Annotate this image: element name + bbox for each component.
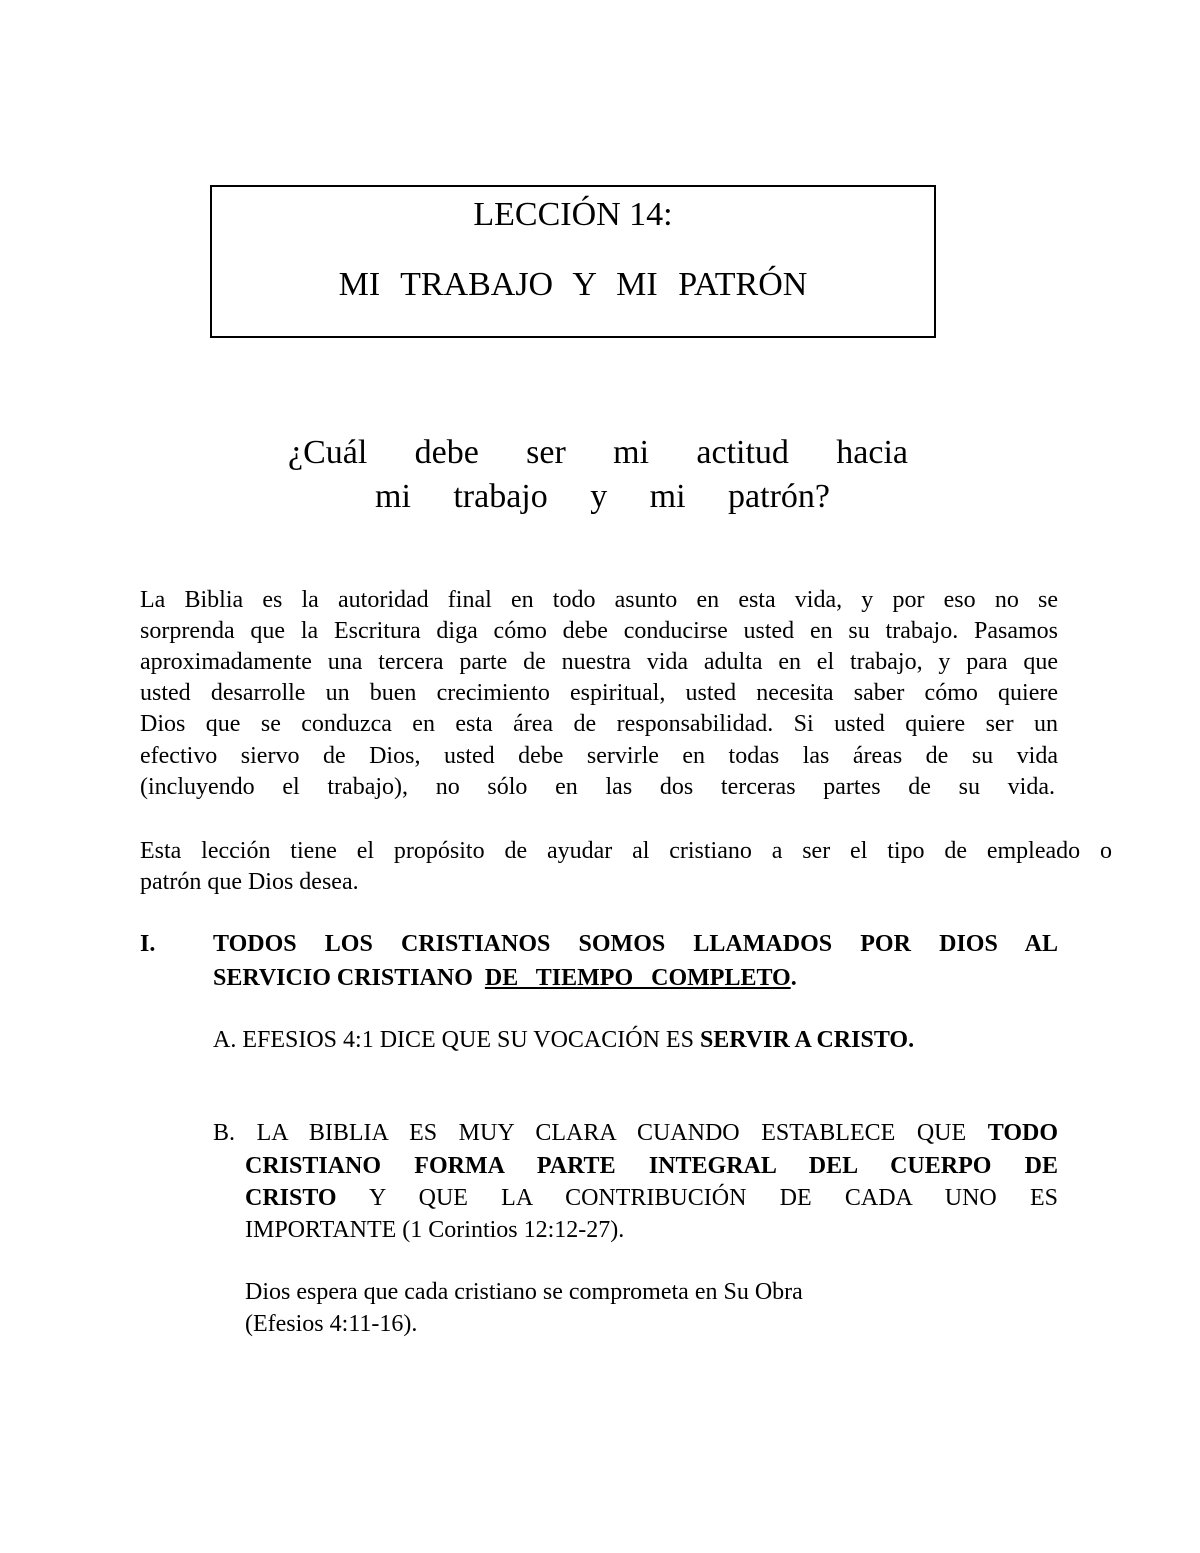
dios-line-2: (Efesios 4:11-16). bbox=[245, 1311, 418, 1337]
dios-line-1: Dios espera que cada cristiano se comprometa en Su Obra bbox=[245, 1279, 803, 1305]
heading-text: SERVICIO CRISTIANO bbox=[213, 965, 473, 991]
point-a-text: A. EFESIOS 4:1 DICE QUE SU VOCACIÓN ES bbox=[213, 1027, 694, 1053]
intro-line: aproximadamente una tercera parte de nuestra vida adulta en el trabajo, y para que bbox=[140, 649, 1058, 675]
intro-line: Dios que se conduzca en esta área de responsabilidad. Si usted quiere ser un bbox=[140, 711, 1058, 737]
point-a-bold: SERVIR A CRISTO. bbox=[699, 1027, 915, 1053]
section-heading-line-2 bbox=[213, 963, 797, 993]
intro-line: La Biblia es la autoridad final en todo asunto en esta vida, y por eso no se bbox=[140, 587, 1058, 613]
point-b-bold: TODO bbox=[987, 1120, 1058, 1146]
purpose-line: Esta lección tiene el propósito de ayudar al cristiano a ser el tipo de empleado o bbox=[140, 838, 1112, 864]
section-heading-line-1: TODOS LOS CRISTIANOS SOMOS LLAMADOS POR DIOS AL bbox=[213, 931, 1058, 957]
point-a bbox=[213, 1025, 914, 1055]
intro-line: sorprenda que la Escritura diga cómo debe conducirse usted en su trabajo. Pasamos bbox=[140, 618, 1058, 644]
intro-line: efectivo siervo de Dios, usted debe servirle en todas las áreas de su vida bbox=[140, 743, 1058, 769]
lesson-number: LECCIÓN 14: bbox=[473, 196, 673, 233]
purpose-line: patrón que Dios desea. bbox=[140, 869, 359, 895]
heading-underlined: DE TIEMPO COMPLETO bbox=[484, 965, 791, 991]
point-b-line-2: CRISTIANO FORMA PARTE INTEGRAL DEL CUERPO DE bbox=[245, 1153, 1058, 1179]
lesson-title: MI TRABAJO Y MI PATRÓN bbox=[338, 266, 808, 303]
title-box bbox=[210, 185, 936, 338]
question-line-1: ¿Cuál debe ser mi actitud hacia bbox=[288, 434, 908, 471]
point-b-line-1 bbox=[213, 1118, 1058, 1148]
section-number: I. bbox=[140, 931, 156, 957]
point-b-line-4: IMPORTANTE (1 Corintios 12:12-27). bbox=[245, 1217, 625, 1243]
point-b-text: Y QUE LA CONTRIBUCIÓN DE CADA UNO ES bbox=[368, 1185, 1058, 1211]
question-line-2: mi trabajo y mi patrón? bbox=[375, 478, 830, 515]
point-b-bold: CRISTO bbox=[245, 1185, 337, 1211]
point-b-line-3 bbox=[245, 1183, 1058, 1213]
intro-line: usted desarrolle un buen crecimiento espiritual, usted necesita saber cómo quiere bbox=[140, 680, 1058, 706]
intro-line: (incluyendo el trabajo), no sólo en las dos terceras partes de su vida. bbox=[140, 774, 1055, 800]
point-b-text: B. LA BIBLIA ES MUY CLARA CUANDO ESTABLECE QUE bbox=[213, 1120, 967, 1146]
heading-period: . bbox=[790, 965, 797, 991]
